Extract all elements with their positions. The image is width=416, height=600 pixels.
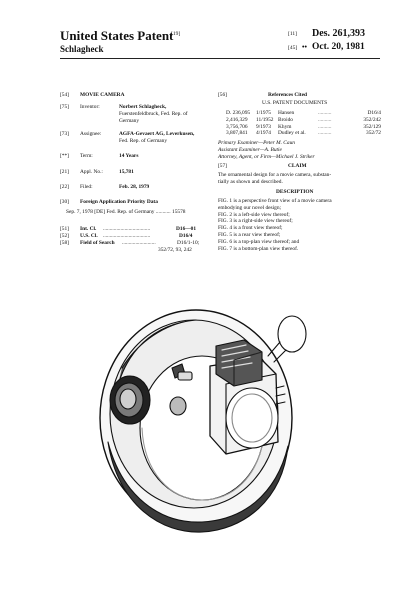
reference-cls: D16/4 <box>367 110 381 116</box>
claim-title: CLAIM <box>288 163 307 169</box>
description-line: FIG. 6 is a top-plan view thereof; and <box>218 238 300 245</box>
date-ref-code: [45] <box>288 45 298 51</box>
appl-label: Appl. No.: <box>80 169 103 175</box>
claim-code: [57] <box>218 163 227 169</box>
reference-cls: 352/129 <box>363 123 381 130</box>
reference-date: 11/1952 <box>256 116 274 123</box>
reference-date: 1/1975 <box>256 110 271 116</box>
inventor-line-1: Norbert Schlagheck, <box>119 104 167 110</box>
description-title: DESCRIPTION <box>276 189 314 195</box>
assignee-code: [73] <box>60 131 69 137</box>
description-line: FIG. 1 is a perspective front view of a movie camera <box>218 198 332 204</box>
appl-value: 15,781 <box>119 169 134 175</box>
filed-value: Feb. 28, 1979 <box>119 184 150 190</box>
reference-row <box>226 130 381 137</box>
reference-num: 2,416,329 <box>226 116 248 123</box>
assignee-line-2: Fed. Rep. of Germany <box>119 138 168 144</box>
title-code: [54] <box>60 92 69 98</box>
assignee-line-1: AGFA-Gevaert AG, Leverkusen, <box>119 131 195 137</box>
int-cl-leader: ................................... <box>103 226 151 232</box>
patent-date: Oct. 20, 1981 <box>312 42 365 52</box>
reference-name: Khym <box>278 123 292 130</box>
reference-row <box>226 117 381 124</box>
inventor-label: Inventor: <box>80 104 100 110</box>
description-line: FIG. 7 is a bottom-plan view thereof. <box>218 245 299 252</box>
int-cl-value: D16—01 <box>176 226 197 232</box>
inventor-code: [75] <box>60 104 69 110</box>
primary-examiner: Primary Examiner—Peter M. Caun <box>218 140 295 146</box>
reference-cls: 352/72 <box>366 130 381 137</box>
us-cl-label: U.S. Cl. <box>80 233 98 239</box>
reference-leader: .......... <box>318 130 332 137</box>
reference-date: 4/1974 <box>256 130 271 137</box>
patent-office-title: United States Patent <box>60 28 174 43</box>
description-line: FIG. 3 is a right-side view thereof; <box>218 218 293 225</box>
patent-number-ref-code: [11] <box>288 31 297 37</box>
filed-label: Filed: <box>80 184 93 190</box>
foreign-code: [30] <box>60 199 69 205</box>
reference-leader: .......... <box>318 110 332 116</box>
us-cl-code: [52] <box>60 233 69 239</box>
description-line: FIG. 5 is a rear view thereof; <box>218 231 281 238</box>
search-code: [58] <box>60 240 69 246</box>
inventor-surname: Schlagheck <box>60 44 104 54</box>
description-line: embodying our novel design; <box>218 204 282 211</box>
claim-line-1: The ornamental design for a movie camera, substan- <box>218 172 332 178</box>
movie-camera-drawing <box>92 296 342 552</box>
us-cl-leader: ................................... <box>103 233 151 239</box>
assistant-examiner: Assistant Examiner—A. Butie <box>218 147 282 153</box>
date-marker: •• <box>302 43 307 51</box>
description-line: FIG. 4 is a front view thereof; <box>218 225 283 232</box>
us-docs-title: U.S. PATENT DOCUMENTS <box>262 100 328 106</box>
term-label: Term: <box>80 153 93 159</box>
claim-line-2: tially as shown and described. <box>218 179 283 185</box>
reference-date: 9/1973 <box>256 123 271 130</box>
inventor-line-2: Fuerstenfeldbruck, Fed. Rep. of <box>119 111 188 117</box>
search-line-1: D16/1-10; <box>177 240 200 246</box>
title-ref-code: [19] <box>171 31 181 37</box>
assignee-label: Assignee: <box>80 131 102 137</box>
foreign-title: Foreign Application Priority Data <box>80 199 158 205</box>
inventor-line-3: Germany <box>119 118 140 124</box>
attorney: Attorney, Agent, or Firm—Michael J. Striker <box>218 154 315 160</box>
reference-num: 3,756,706 <box>226 123 248 130</box>
references-table <box>226 110 381 137</box>
header-rule <box>60 58 380 59</box>
filed-code: [22] <box>60 184 69 190</box>
foreign-priority-row: Sep. 7, 1978 [DE] Fed. Rep. of Germany ........... 15578 <box>66 209 186 215</box>
reference-name: Dudley et al. <box>278 130 306 137</box>
reference-cls: 352/242 <box>363 116 381 123</box>
reference-row <box>226 124 381 131</box>
reference-leader: .......... <box>318 123 332 130</box>
patent-number: Des. 261,393 <box>312 28 366 39</box>
reference-name: Hansen <box>278 110 295 116</box>
appl-code: [21] <box>60 169 69 175</box>
us-cl-value: D16/4 <box>179 233 193 239</box>
int-cl-code: [51] <box>60 226 69 232</box>
reference-num: D. 236,095 <box>226 110 251 116</box>
search-line-2: 352/72, 93, 242 <box>158 247 192 253</box>
description-line: FIG. 2 is a left-side view thereof; <box>218 211 290 218</box>
description-lines <box>218 198 332 252</box>
reference-num: 3,807,841 <box>226 130 248 137</box>
int-cl-label: Int. Cl. <box>80 226 97 232</box>
term-code: [**] <box>60 153 69 159</box>
search-label: Field of Search <box>80 240 115 246</box>
refs-title: References Cited <box>268 92 307 98</box>
reference-row <box>226 110 381 117</box>
search-leader: ......................... <box>122 240 156 246</box>
refs-code: [56] <box>218 92 227 98</box>
reference-leader: .......... <box>318 116 332 123</box>
invention-title: MOVIE CAMERA <box>80 92 125 98</box>
reference-name: Broido <box>278 116 293 123</box>
term-value: 14 Years <box>119 153 139 159</box>
